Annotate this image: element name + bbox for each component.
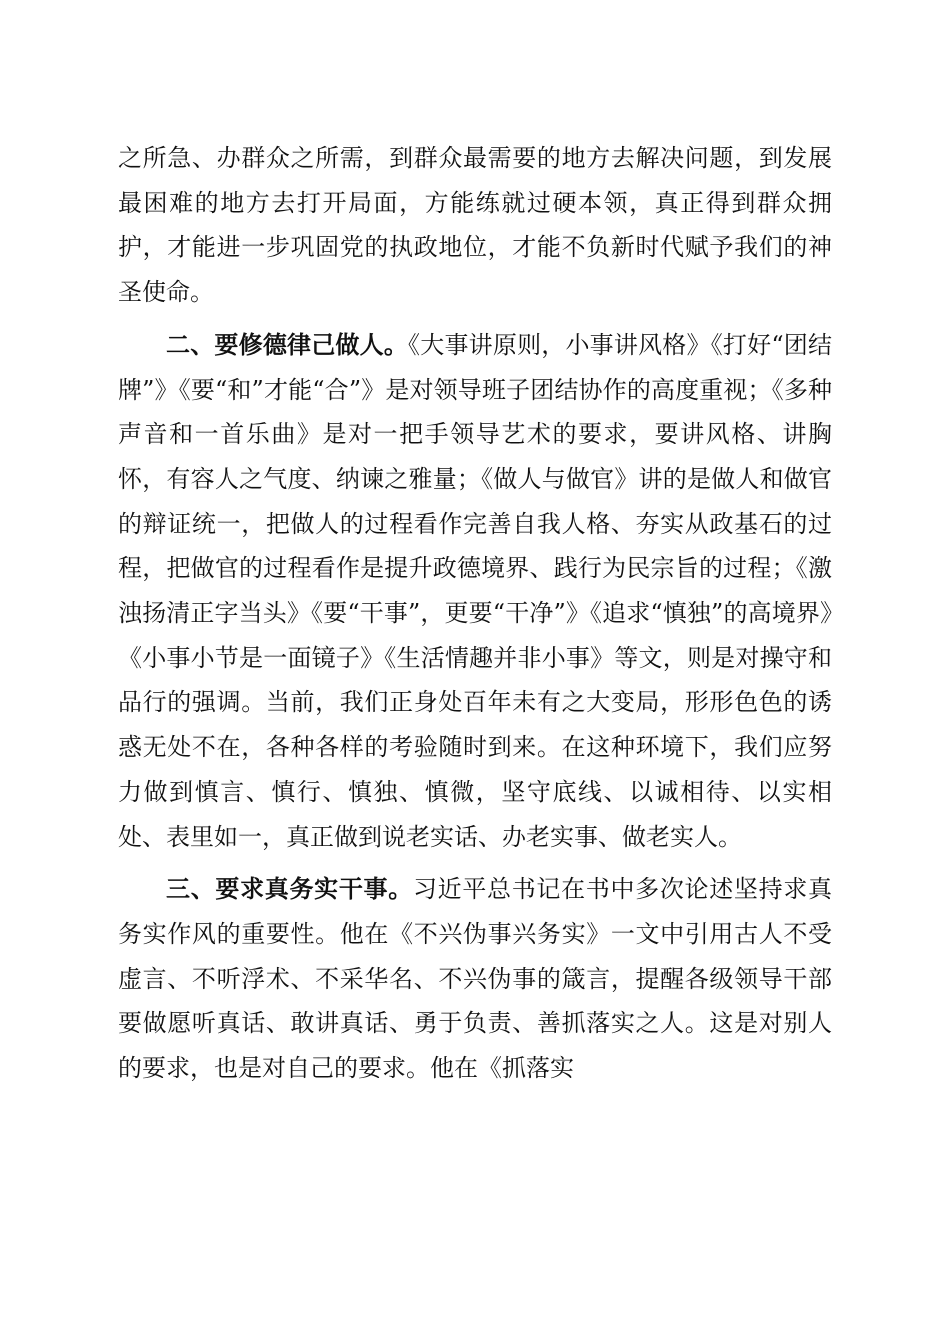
paragraph-section-two bbox=[118, 323, 832, 859]
section-two-heading: 二、要修德律己做人。 bbox=[166, 330, 409, 359]
section-two-body: 《大事讲原则，小事讲风格》《打好“团结牌”》《要“和”才能“合”》是对领导班子团结协作的高度重视；《多种声音和一首乐曲》是对一把手领导艺术的要求，要讲风格、讲胸怀，有容人之气度、纳谏之雅量；《做人与做官》讲的是做人和做官的辩证统一，把做人的过程看作完善自我人格、夯实从政基石的过程，把做官的过程看作是提升政德境界、践行为民宗旨的过程；《激浊扬清正字当头》《要“干事”，更要“干净”》《追求“慎独”的高境界》《小事小节是一面镜子》《生活情趣并非小事》等文，则是对操守和品行的强调。当前，我们正身处百年未有之大变局，形形色色的诱惑无处不在，各种各样的考验随时到来。在这种环境下，我们应努力做到慎言、慎行、慎独、慎微，坚守底线、以诚相待、以实相处、表里如一，真正做到说老实话、办老实事、做老实人。 bbox=[118, 330, 832, 851]
paragraph-gap bbox=[118, 859, 832, 867]
section-three-heading: 三、要求真务实干事。 bbox=[166, 875, 413, 904]
section-three-body: 习近平总书记在书中多次论述坚持求真务实作风的重要性。他在《不兴伪事兴务实》一文中引用古人不受虚言、不听浮术、不采华名、不兴伪事的箴言，提醒各级领导干部要做愿听真话、敢讲真话、勇于负责、善抓落实之人。这是对别人的要求，也是对自己的要求。他在《抓落实 bbox=[118, 875, 833, 1083]
document-page bbox=[118, 136, 832, 1091]
paragraph-continuation bbox=[118, 136, 832, 315]
paragraph-gap bbox=[118, 315, 832, 323]
paragraph-section-three bbox=[118, 867, 832, 1091]
paragraph-continuation-text: 之所急、办群众之所需，到群众最需要的地方去解决问题，到发展最困难的地方去打开局面，方能练就过硬本领，真正得到群众拥护，才能进一步巩固党的执政地位，才能不负新时代赋予我们的神圣使命。 bbox=[118, 144, 832, 307]
